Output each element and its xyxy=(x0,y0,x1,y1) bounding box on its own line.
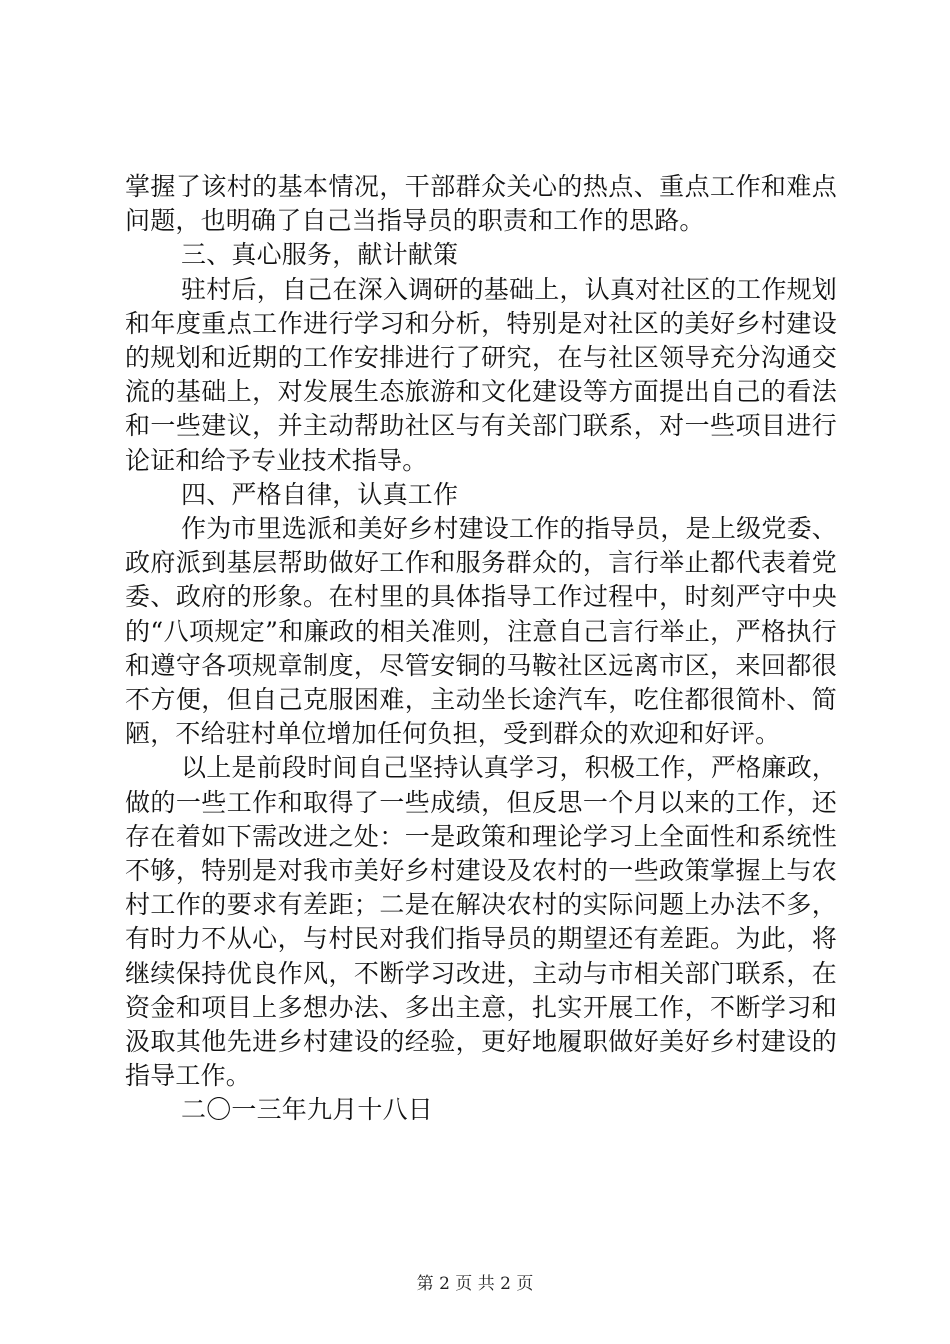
document-body xyxy=(125,170,837,1128)
section-heading-4: 四、严格自律，认真工作 xyxy=(181,479,459,509)
page-number: 第 2 页 共 2 页 xyxy=(416,1274,534,1294)
page-footer xyxy=(0,1273,950,1295)
paragraph-service: 驻村后，自己在深入调研的基础上，认真对社区的工作规划和年度重点工作进行学习和分析，特别是对社区的美好乡村建设的规划和近期的工作安排进行了研究，在与社区领导充分沟通交流的基础上，对发展生态旅游和文化建设等方面提出自己的看法和一些建议，并主动帮助社区与有关部门联系，对一些项目进行论证和给予专业技术指导。 xyxy=(125,274,837,475)
section-heading-3: 三、真心服务，献计献策 xyxy=(181,240,459,270)
paragraph-summary: 以上是前段时间自己坚持认真学习，积极工作，严格廉政，做的一些工作和取得了一些成绩，但反思一个月以来的工作，还存在着如下需改进之处：一是政策和理论学习上全面性和系统性不够，特别是对我市美好乡村建设及农村的一些政策掌握上与农村工作的要求有差距；二是在解决农村的实际问题上办法不多，有时力不从心，与村民对我们指导员的期望还有差距。为此，将继续保持优良作风，不断学习改进，主动与市相关部门联系，在资金和项目上多想办法、多出主意，扎实开展工作，不断学习和汲取其他先进乡村建设的经验，更好地履职做好美好乡村建设的指导工作。 xyxy=(125,753,837,1091)
document-date: 二〇一三年九月十八日 xyxy=(181,1095,434,1125)
paragraph-discipline: 作为市里选派和美好乡村建设工作的指导员，是上级党委、政府派到基层帮助做好工作和服务群众的，言行举止都代表着党委、政府的形象。在村里的具体指导工作过程中，时刻严守中央的“八项规定”和廉政的相关准则，注意自己言行举止，严格执行和遵守各项规章制度，尽管安铜的马鞍社区远离市区，来回都很不方便，但自己克服困难，主动坐长途汽车，吃住都很简朴、简陋，不给驻村单位增加任何负担，受到群众的欢迎和好评。 xyxy=(125,514,837,749)
paragraph-continuation: 掌握了该村的基本情况，干部群众关心的热点、重点工作和难点问题，也明确了自己当指导员的职责和工作的思路。 xyxy=(125,172,837,236)
